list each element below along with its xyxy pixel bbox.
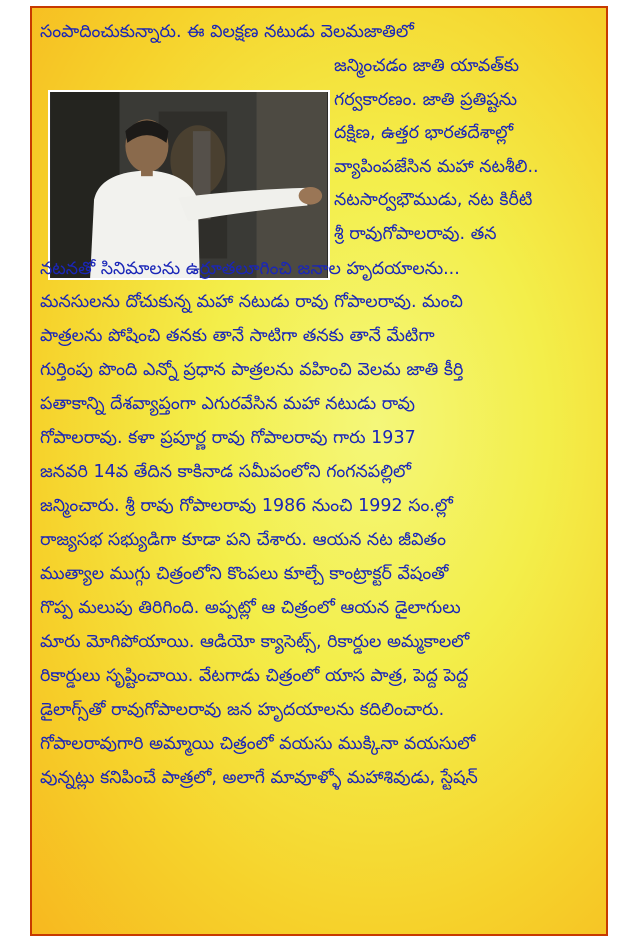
text-line-11: గుర్తింపు పొంది ఎన్నో ప్రధాన పాత్రలను వహించి వెలమ జాతి కీర్తి <box>40 360 464 380</box>
text-line-16: రాజ్యసభ సభ్యుడిగా కూడా పని చేశారు. ఆయన నట జీవితం <box>40 530 447 550</box>
text-line-6: నటసార్వభౌముడు, నట కిరీటి <box>334 190 533 210</box>
text-line-1: సంపాదించుకున్నారు. ఈ విలక్షణ నటుడు వెలమజాతిలో <box>40 22 414 42</box>
text-line-5: వ్యాపింపజేసిన మహా నటశీలి.. <box>334 157 539 177</box>
text-line-8: నటనతో సినిమాలను ఉర్రూతలూగించి జనాల హృదయాలను... <box>40 259 460 279</box>
text-line-19: మారు మోగిపోయాయి. ఆడియో క్యాసెట్స్, రికార్డుల అమ్మకాలలో <box>40 632 470 652</box>
text-line-12: పతాకాన్ని దేశవ్యాప్తంగా ఎగురవేసిన మహా నటుడు రావు <box>40 394 416 414</box>
text-line-13: గోపాలరావు. కళా ప్రపూర్ణ రావు గోపాలరావు గారు 1937 <box>40 428 416 448</box>
text-line-9: మనసులను దోచుకున్న మహా నటుడు రావు గోపాలరావు. మంచి <box>40 292 463 312</box>
text-line-14: జనవరి 14వ తేదిన కాకినాడ సమీపంలోని గంగనపల్లిలో <box>40 462 412 482</box>
article-page <box>30 6 608 936</box>
text-line-3: గర్వకారణం. జాతి ప్రతిష్టను <box>334 90 518 110</box>
text-line-23: వున్నట్లు కనిపించే పాత్రలో, అలాగే మావూళ్ళో మహాశివుడు, స్టేషన్ <box>40 768 478 788</box>
text-line-18: గొప్ప మలుపు తిరిగింది. అప్పట్లో ఆ చిత్రంలో ఆయన డైలాగులు <box>40 598 461 618</box>
text-line-10: పాత్రలను పోషించి తనకు తానే సాటిగా తనకు తానే మేటిగా <box>40 326 435 346</box>
text-line-2: జన్మించడం జాతి యావత్‌కు <box>334 56 520 76</box>
text-line-20: రికార్డులు సృష్టించాయి. వేటగాడు చిత్రంలో యాస పాత్ర, పెద్ద పెద్ద <box>40 666 469 686</box>
text-line-15: జన్మించారు. శ్రీ రావు గోపాలరావు 1986 నుంచి 1992 సం.ల్లో <box>40 496 453 516</box>
text-line-7: శ్రీ రావుగోపాలరావు. తన <box>334 224 497 244</box>
actor-photo <box>48 90 330 280</box>
text-line-4: దక్షిణ, ఉత్తర భారతదేశాల్లో <box>334 123 514 143</box>
text-line-17: ముత్యాల ముగ్గు చిత్రంలోని కొంపలు కూల్చే కాంట్రాక్టర్ వేషంతో <box>40 564 449 584</box>
text-line-21: డైలాగ్స్‌తో రావుగోపాలరావు జన హృదయాలను కదిలించారు. <box>40 700 445 720</box>
actor-photo-icon <box>50 92 328 278</box>
text-line-22: గోపాలరావుగారి అమ్మాయి చిత్రంలో వయసు ముక్కినా వయసులో <box>40 734 476 754</box>
